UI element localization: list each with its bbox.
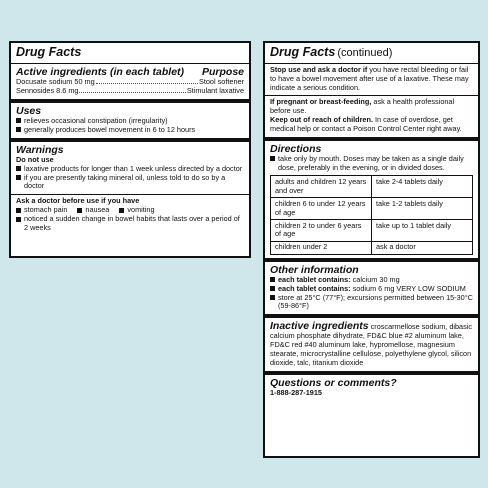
phone-number: 1-888-287-1915: [270, 388, 322, 398]
dose-age-cell: children under 2: [271, 241, 372, 254]
ingredient-purpose: Stimulant laxative: [186, 85, 244, 95]
drug-facts-panel-right: [263, 41, 480, 458]
info-label: each tablet contains:: [278, 274, 351, 284]
questions-section: [265, 371, 478, 401]
dose-amount-cell: take 1-2 tablets daily: [372, 198, 473, 220]
bullet-square-icon: [270, 286, 275, 291]
dose-age-cell: children 2 to under 6 years of age: [271, 220, 372, 242]
directions-header: Directions: [270, 142, 322, 155]
uses-section: [11, 99, 249, 138]
questions-header: Questions or comments?: [270, 376, 397, 389]
pregnant-label: If pregnant or breast-feeding,: [270, 97, 372, 107]
bullet-square-icon: [270, 277, 275, 282]
dose-amount-cell: ask a doctor: [372, 241, 473, 254]
bullet-square-icon: [77, 208, 82, 213]
list-item-text: if you are presently taking mineral oil, unless told to do so by a doctor: [24, 172, 226, 191]
leader-dots: [96, 83, 198, 84]
bullet-square-icon: [16, 166, 21, 171]
divider: [265, 95, 478, 96]
inactive-ingredients-header: Inactive ingredients: [270, 320, 369, 333]
active-ingredients-section: [11, 63, 249, 99]
stop-use-section: [265, 63, 478, 136]
leader-dots: [79, 92, 185, 93]
active-ingredients-header: Active ingredients (in each tablet): [16, 66, 185, 78]
list-item: [16, 174, 244, 192]
list-item-text: stomach pain: [24, 205, 68, 215]
warnings-section: [11, 138, 249, 236]
panel-title-suffix: (continued): [337, 47, 393, 59]
stop-use-label: Stop use and ask a doctor if: [270, 65, 368, 75]
list-item-text: noticed a sudden change in bowel habits that lasts over a period of 2 weeks: [24, 214, 240, 232]
stop-use-text: you have rectal bleeding or fail to have a bowel movement after use of a laxative. These may indicate a serious condition.: [270, 65, 469, 93]
title-section: [11, 43, 249, 63]
dose-amount-cell: take up to 1 tablet daily: [372, 220, 473, 242]
table-row: [271, 198, 473, 220]
stop-use-paragraph: [270, 66, 473, 93]
dose-age-cell: children 6 to under 12 years of age: [271, 198, 372, 220]
list-item: [270, 155, 473, 173]
bullet-square-icon: [119, 208, 124, 213]
purpose-header: Purpose: [201, 66, 244, 78]
list-item-text: generally produces bowel movement in 6 to 12 hours: [24, 124, 196, 134]
list-item: [16, 126, 244, 135]
bullet-square-icon: [270, 295, 275, 300]
ingredient-name: Docusate sodium 50 mg: [16, 77, 95, 87]
bullet-square-icon: [16, 175, 21, 180]
ask-doctor-label: Ask a doctor before use if you have: [16, 196, 140, 206]
list-item: [270, 294, 473, 312]
bullet-square-icon: [16, 217, 21, 222]
bullet-square-icon: [270, 156, 275, 161]
panel-title: Drug Facts: [16, 45, 82, 59]
list-item: [16, 215, 244, 233]
bullet-square-icon: [16, 118, 21, 123]
info-text: sodium 6 mg VERY LOW SODIUM: [350, 283, 466, 293]
ingredient-purpose: Stool softener: [198, 77, 244, 87]
panel-title: Drug Facts: [270, 45, 336, 59]
inactive-ingredients-section: [265, 314, 478, 371]
table-row: [271, 220, 473, 242]
divider: [11, 194, 249, 195]
inactive-paragraph: [270, 320, 473, 368]
directions-section: [265, 137, 478, 258]
table-row: [271, 241, 473, 254]
list-item-text: store at 25°C (77°F); excursions permitted between 15-30°C (59-86°F): [278, 292, 473, 311]
dose-age-cell: adults and children 12 years and over: [271, 176, 372, 198]
ingredient-name: Sennosides 8.6 mg: [16, 85, 79, 95]
info-text: calcium 30 mg: [350, 274, 400, 284]
info-label: each tablet contains:: [278, 283, 351, 293]
bullet-square-icon: [16, 127, 21, 132]
pregnant-paragraph: [270, 98, 473, 116]
list-item-text: nausea: [85, 205, 110, 215]
list-item-text: take only by mouth. Doses may be taken as a single daily dose, preferably in the evening, or in divided doses.: [278, 153, 464, 172]
other-information-section: [265, 258, 478, 315]
ingredient-row: [16, 87, 244, 96]
do-not-use-label: Do not use: [16, 154, 54, 164]
keep-out-paragraph: [270, 116, 473, 134]
drug-facts-panel-left: [9, 41, 251, 258]
list-item-text: vomiting: [127, 205, 155, 215]
inactive-ingredients-text: croscarmellose sodium, dibasic calcium phosphate dihydrate, FD&C blue #2 aluminum lake, FD&C red #40 aluminum lake, hypromellose, magnesium stearate, microcrystalline cellulose, polyethylene glycol, silicon dioxide, talc, titanium dioxide: [270, 322, 473, 368]
warnings-header: Warnings: [16, 143, 64, 156]
dose-amount-cell: take 2-4 tablets daily: [372, 176, 473, 198]
keep-out-label: Keep out of reach of children.: [270, 114, 373, 124]
other-information-header: Other information: [270, 263, 359, 276]
keep-out-text: In case of overdose, get medical help or contact a Poison Control Center right away.: [270, 114, 462, 133]
title-section: [265, 43, 478, 63]
bullet-square-icon: [16, 208, 21, 213]
dose-table: [270, 175, 473, 254]
table-row: [271, 176, 473, 198]
uses-header: Uses: [16, 104, 42, 117]
list-item-text: laxative products for longer than 1 week unless directed by a doctor: [24, 163, 243, 173]
pregnant-text: ask a health professional before use.: [270, 97, 455, 115]
list-item-text: relieves occasional constipation (irregularity): [24, 115, 168, 125]
